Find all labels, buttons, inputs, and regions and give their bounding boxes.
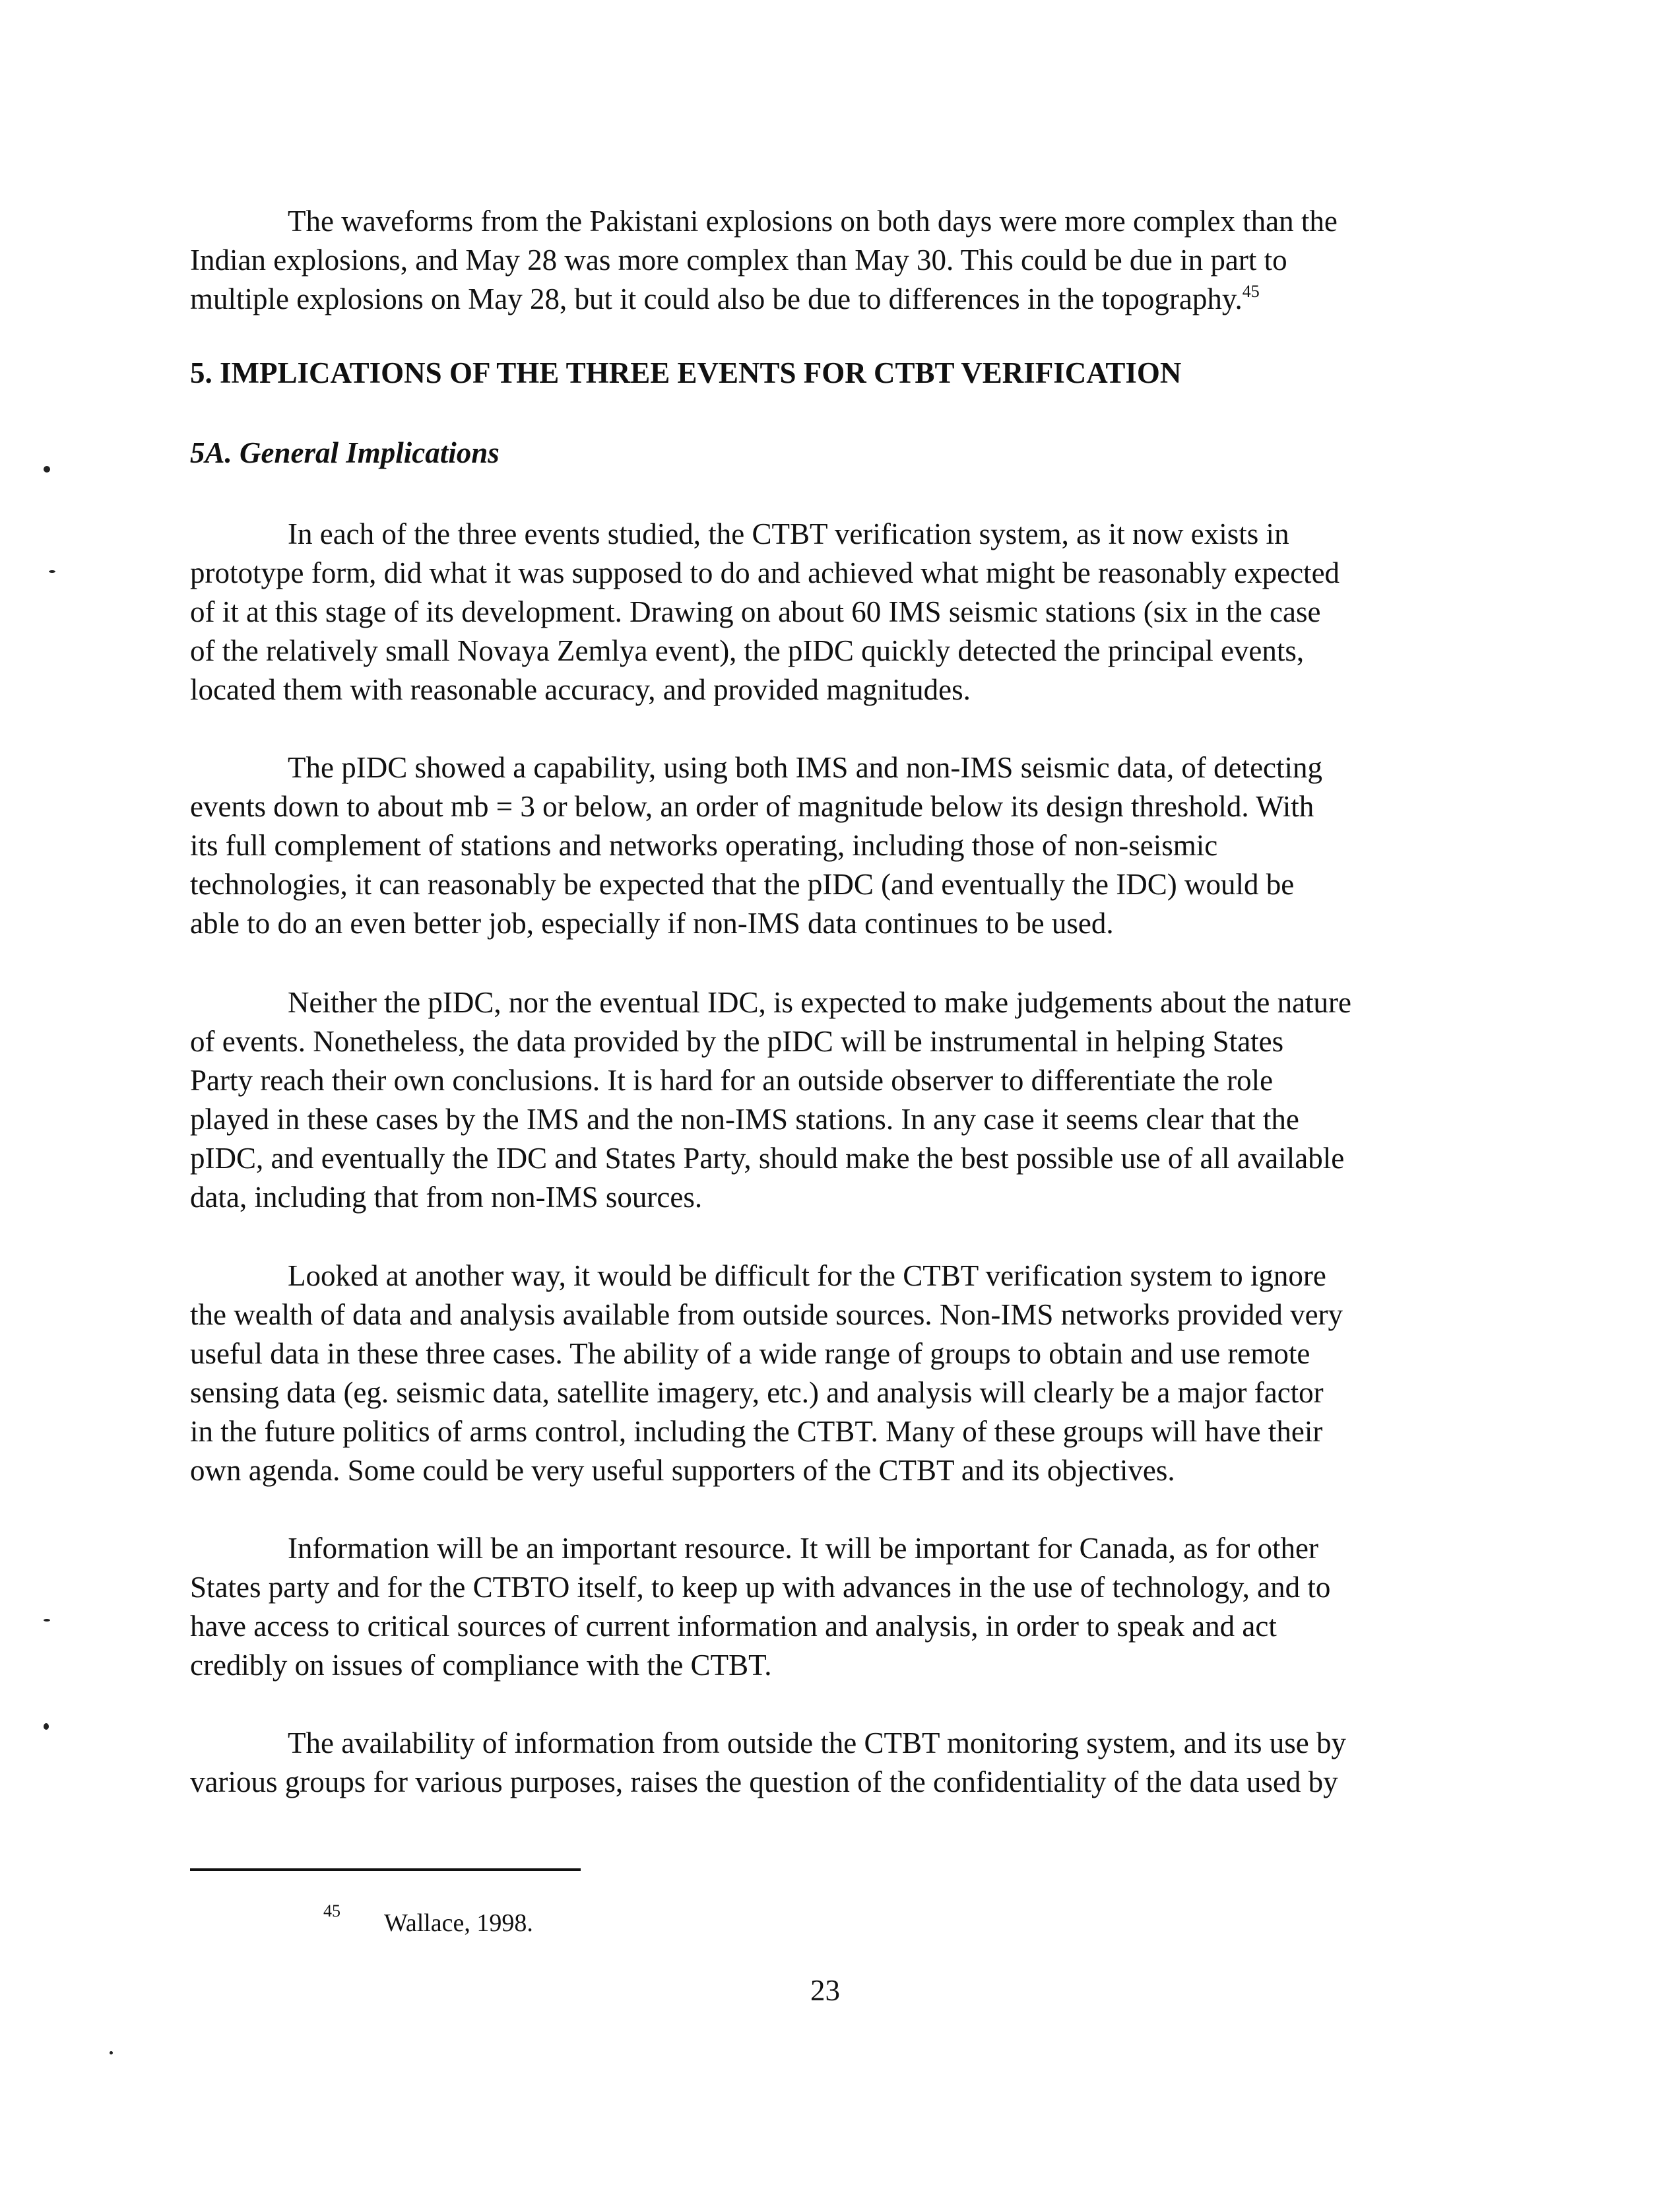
paragraph-information-resource bbox=[190, 1529, 1464, 1685]
paragraph-confidentiality bbox=[190, 1724, 1464, 1802]
paragraph-line: of it at this stage of its development. Drawing on about 60 IMS seismic stations (six in the case bbox=[190, 595, 1321, 628]
paragraph-line: Information will be an important resource. It will be important for Canada, as for other bbox=[288, 1532, 1319, 1565]
paragraph-line: own agenda. Some could be very useful supporters of the CTBT and its objectives. bbox=[190, 1454, 1175, 1487]
paragraph-line: In each of the three events studied, the CTBT verification system, as it now exists in bbox=[288, 517, 1289, 550]
paragraph-line: of the relatively small Novaya Zemlya event), the pIDC quickly detected the principal events, bbox=[190, 634, 1305, 667]
page-number-text: 23 bbox=[810, 1974, 840, 2007]
footnote-reference: 45 bbox=[1242, 282, 1260, 301]
paragraph-line: prototype form, did what it was supposed to do and achieved what might be reasonably expected bbox=[190, 556, 1340, 589]
paragraph-line: The availability of information from outside the CTBT monitoring system, and its use by bbox=[288, 1726, 1346, 1759]
paragraph-line: located them with reasonable accuracy, and provided magnitudes. bbox=[190, 673, 971, 706]
paragraph-pidc-capability bbox=[190, 748, 1464, 943]
paragraph-line: Indian explosions, and May 28 was more complex than May 30. This could be due in part to bbox=[190, 244, 1287, 277]
section-heading: 5. IMPLICATIONS OF THE THREE EVENTS FOR CTBT VERIFICATION bbox=[190, 356, 1182, 389]
paragraph-line: The pIDC showed a capability, using both IMS and non-IMS seismic data, of detecting bbox=[288, 751, 1323, 784]
footnote-number: 45 bbox=[323, 1901, 340, 1920]
paragraph-line: its full complement of stations and networks operating, including those of non-seismic bbox=[190, 829, 1218, 862]
subsection-heading: 5A. General Implications bbox=[190, 436, 500, 469]
paragraph-line bbox=[190, 280, 1464, 319]
paragraph-line: credibly on issues of compliance with the CTBT. bbox=[190, 1649, 772, 1682]
paragraph-line: Neither the pIDC, nor the eventual IDC, is expected to make judgements about the nature bbox=[288, 986, 1352, 1019]
paragraph-outside-sources bbox=[190, 1257, 1464, 1490]
scan-speck bbox=[44, 466, 50, 473]
paragraph-line: pIDC, and eventually the IDC and States Party, should make the best possible use of all available bbox=[190, 1142, 1345, 1175]
scan-speck bbox=[110, 2051, 113, 2054]
paragraph-pakistani-waveforms bbox=[190, 202, 1464, 319]
paragraph-judgements bbox=[190, 983, 1464, 1217]
paragraph-line: The waveforms from the Pakistani explosions on both days were more complex than the bbox=[288, 205, 1338, 238]
footnote-text: Wallace, 1998. bbox=[384, 1909, 533, 1937]
paragraph-line: various groups for various purposes, raises the question of the confidentiality of the data used by bbox=[190, 1765, 1338, 1798]
paragraph-line: data, including that from non-IMS sources. bbox=[190, 1181, 703, 1214]
paragraph-line: able to do an even better job, especially if non-IMS data continues to be used. bbox=[190, 907, 1114, 940]
paragraph-verification-system bbox=[190, 515, 1464, 709]
paragraph-line: played in these cases by the IMS and the non-IMS stations. In any case it seems clear that the bbox=[190, 1103, 1299, 1136]
paragraph-line: technologies, it can reasonably be expected that the pIDC (and eventually the IDC) would be bbox=[190, 868, 1295, 901]
paragraph-line: useful data in these three cases. The ability of a wide range of groups to obtain and use remote bbox=[190, 1337, 1310, 1370]
paragraph-line: in the future politics of arms control, including the CTBT. Many of these groups will have their bbox=[190, 1415, 1323, 1448]
scan-speck bbox=[49, 570, 55, 573]
paragraph-line-text: multiple explosions on May 28, but it could also be due to differences in the topography. bbox=[190, 282, 1243, 315]
paragraph-line: States party and for the CTBTO itself, to keep up with advances in the use of technology, and to bbox=[190, 1571, 1331, 1604]
scan-speck bbox=[44, 1723, 49, 1730]
paragraph-line: the wealth of data and analysis available from outside sources. Non-IMS networks provided very bbox=[190, 1298, 1343, 1331]
footnote-separator bbox=[190, 1868, 581, 1871]
paragraph-line: of events. Nonetheless, the data provided by the pIDC will be instrumental in helping States bbox=[190, 1025, 1284, 1058]
paragraph-line: Looked at another way, it would be difficult for the CTBT verification system to ignore bbox=[288, 1259, 1326, 1292]
scan-speck bbox=[44, 1619, 50, 1622]
paragraph-line: Party reach their own conclusions. It is hard for an outside observer to differentiate the role bbox=[190, 1064, 1274, 1097]
paragraph-line: events down to about mb = 3 or below, an order of magnitude below its design threshold. With bbox=[190, 790, 1314, 823]
paragraph-line: have access to critical sources of current information and analysis, in order to speak and act bbox=[190, 1610, 1277, 1643]
paragraph-line: sensing data (eg. seismic data, satellite imagery, etc.) and analysis will clearly be a major factor bbox=[190, 1376, 1324, 1409]
